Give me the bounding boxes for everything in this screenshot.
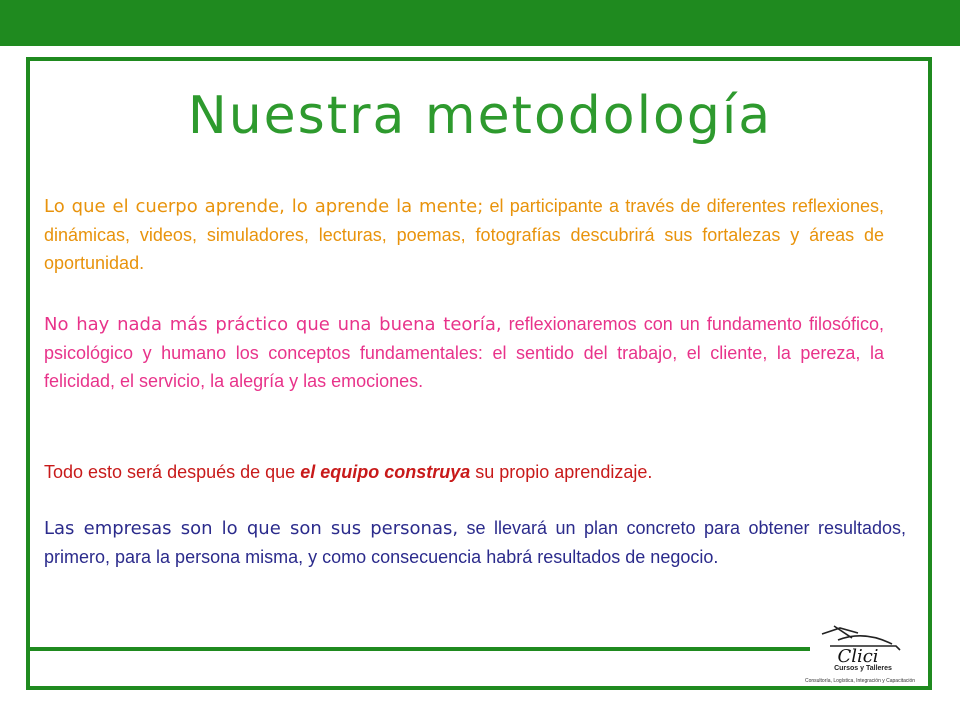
slide-title: Nuestra metodología [187, 86, 773, 146]
paragraph-emphasis: el equipo construya [300, 462, 471, 482]
paragraph-lead: Las empresas son lo que son sus personas, [44, 518, 459, 539]
paragraph-team [44, 458, 884, 486]
clici-logo [800, 624, 926, 686]
logo-wordmark: Clici [837, 646, 879, 667]
paragraph-text: el participante a través de diferentes reflexiones, dinámicas, videos, simuladores, lecturas, poemas, fotografías descubrirá sus fortalezas y áreas de oportunidad. [44, 196, 884, 273]
paragraph-text: se llevará un plan concreto para obtener resultados, primero, para la persona misma, y como consecuencia habrá resultados de negocio. [44, 518, 906, 567]
paragraph-text-after: su propio aprendizaje. [470, 462, 653, 482]
paragraph-companies [44, 514, 906, 571]
top-banner-bar [0, 0, 960, 46]
paragraph-body-learning [44, 192, 884, 277]
paragraph-theory [44, 310, 884, 395]
logo-subtitle: Consultoría, Logística, Integración y Capacitación [804, 678, 916, 684]
paragraph-lead: No hay nada más práctico que una buena teoría, [44, 314, 502, 335]
paragraph-text-before: Todo esto será después de que [44, 462, 301, 482]
paragraph-lead: Lo que el cuerpo aprende, lo aprende la mente; [44, 196, 484, 217]
paragraph-text: reflexionaremos con un fundamento filosófico, psicológico y humano los conceptos fundamentales: el sentido del trabajo, el cliente, la pereza, la felicidad, el servicio, la alegría y las emociones. [44, 314, 884, 391]
logo-tagline: Cursos y Talleres [834, 665, 892, 672]
footer-divider [28, 647, 810, 651]
